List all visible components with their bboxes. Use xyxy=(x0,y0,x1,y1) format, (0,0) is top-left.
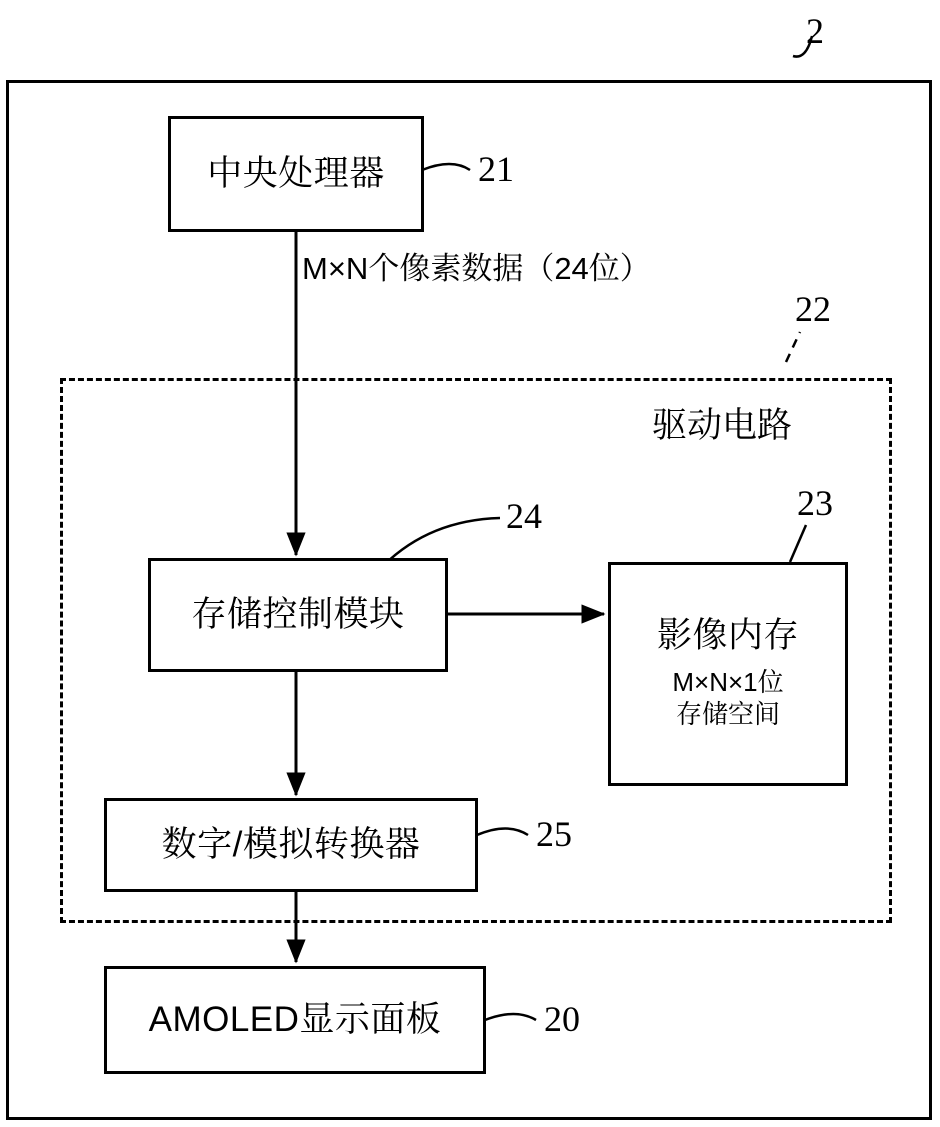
leader-line-25 xyxy=(477,829,528,836)
node-cpu xyxy=(168,116,424,232)
leader-line-20 xyxy=(485,1014,536,1020)
leader-line-22 xyxy=(786,332,800,362)
ref-number-23: 23 xyxy=(797,483,833,523)
node-memory-control-module-title: 存储控制模块 xyxy=(191,594,405,634)
node-dac xyxy=(104,798,478,892)
driving-circuit-label: 驱动电路 xyxy=(652,406,793,445)
node-image-memory xyxy=(608,562,848,786)
node-amoled-panel-title: AMOLED显示面板 xyxy=(148,999,442,1039)
ref-number-outer: 2 xyxy=(806,11,824,51)
node-cpu-title: 中央处理器 xyxy=(207,153,385,193)
ref-number-24: 24 xyxy=(506,496,542,536)
ref-number-25: 25 xyxy=(536,814,572,854)
node-image-memory-sub-line1: M×N×1位 xyxy=(672,666,784,697)
ref-number-20: 20 xyxy=(544,999,580,1039)
leader-line-23 xyxy=(790,525,806,562)
ref-number-21: 21 xyxy=(478,149,514,189)
node-amoled-panel xyxy=(104,966,486,1074)
ref-number-22: 22 xyxy=(795,289,831,329)
node-memory-control-module xyxy=(148,558,448,672)
node-dac-title: 数字/模拟转换器 xyxy=(161,824,421,864)
edge-label-pixel-data: M×N个像素数据（24位） xyxy=(302,251,651,286)
leader-line-21 xyxy=(422,164,470,170)
node-image-memory-title: 影像内存 xyxy=(656,616,799,656)
node-image-memory-sub-line2: 存储空间 xyxy=(675,699,780,730)
